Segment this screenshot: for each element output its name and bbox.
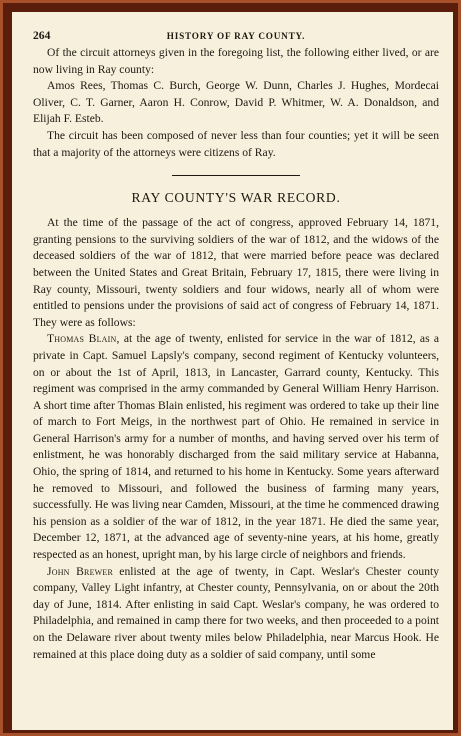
picture-frame [3,3,458,733]
entry-name-brewer: John Brewer [47,564,114,578]
attorney-list-paragraph: Amos Rees, Thomas C. Burch, George W. Dunn, Charles J. Hughes, Mordecai Oliver, C. T. Garner, Aaron H. Conrow, David P. Whitmer, W. A. Donaldson, and Elijah F. Esteb. [33,79,439,126]
entry-name-blain: Thomas Blain, [47,332,120,346]
book-page [12,12,453,730]
section-title: RAY COUNTY'S WAR RECORD. [131,190,341,206]
entry-text-brewer: enlisted at the age of twenty, in Capt. Weslar's Chester county company, Valley Light infantry, at Chester county, Pennsylvania, on or about the 20th day of June, 1814. After enlisting in said Capt. Weslar's company, he was ordered to Philadelphia, and remained in camp there for two weeks, and then proceeded to a point on the Delaware river about twenty miles below Philadelphia, near Marcus Hook. He remained at this place doing duty as a soldier of said company, until some [33,564,440,661]
running-title: HISTORY OF RAY COUNTY. [166,31,306,41]
circuit-paragraph: The circuit has been composed of never less than four counties; yet it will be seen that a majority of the attorneys were citizens of Ray. [33,128,439,159]
section-divider [172,175,300,176]
intro-paragraph: Of the circuit attorneys given in the foregoing list, the following either lived, or are now living in Ray county: [33,46,439,76]
entry-text-blain: at the age of twenty, enlisted for service in the war of 1812, as a private in Capt. Samuel Lapsly's company, second regiment of Kentucky volunteers, on or about the 1st of April, 1813, in Lancaster, Garrard county, Kentucky. This regiment was comprised in the army commanded by General William Henry Harrison. A short time after Thomas Blain enlisted, his regiment was ordered to take up their line of march to Fort Meigs, in the northwest part of Ohio. He remained in service in General Harrison's army for a number of months, and having served over his term of enlistment, he was honorably discharged from the said military service at Habanna, Ohio, the spring of 1814, and returned to his home in Kentucky. Some years afterward he removed to Missouri, and followed the business of farming many years, successfully. He was living near Camden, Missouri, at the time he commenced drawing his pension as a soldier of the war of 1812, in the year 1871. He died the same year, December 12, 1871, at the advanced age of seventy-nine years, at his home, greatly respected as an honest, upright man, by his large circle of neighbors and friends. [33,332,439,562]
page-number: 264 [33,29,51,42]
war-record-intro-paragraph: At the time of the passage of the act of congress, approved February 14, 1871, granting pensions to the surviving soldiers of the war of 1812, and the widows of the deceased soldiers of the war of 1812, that were married before peace was declared between the United States and Great Britain, February 17, 1815, there were living in Ray county, Missouri, twenty soldiers and four widows, nearly all of whom were entitled to pensions under the provisions of said act of congress of February 14, 1871. They were as follows: [33,216,439,329]
entry-paragraph-blain [33,331,439,563]
running-header [33,28,439,45]
entry-paragraph-brewer [33,564,439,664]
